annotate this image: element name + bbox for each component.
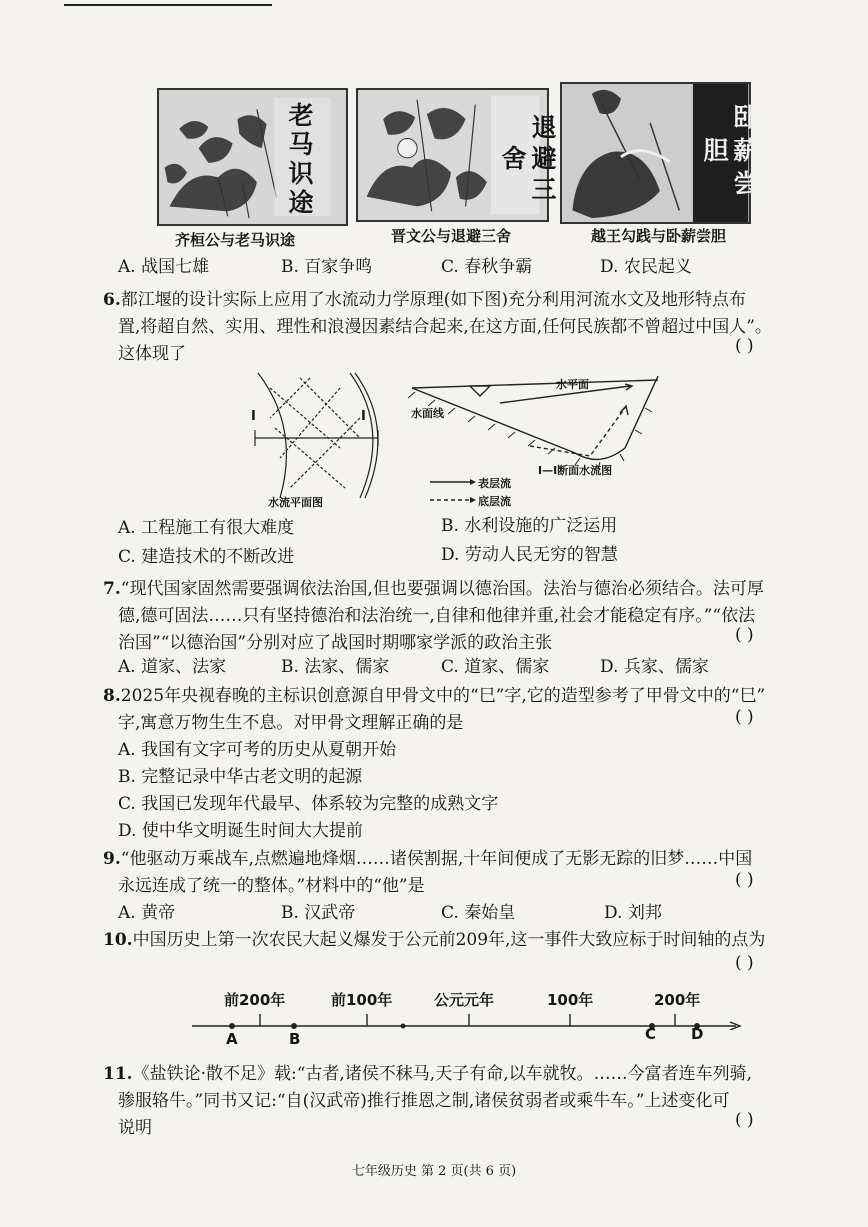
q10-line-1 xyxy=(103,928,765,952)
timeline-tick-label-1ad: 公元元年 xyxy=(434,991,495,1009)
image-title-goujian-vertical: 卧薪尝胆 xyxy=(700,103,759,203)
q7-option-a: A. 道家、法家 xyxy=(118,657,227,677)
diagram-water-line-label: 水面线 xyxy=(411,407,444,420)
timeline-point-label-a: A xyxy=(226,1030,238,1048)
q7-line-1 xyxy=(103,577,764,601)
q8-number: 8. xyxy=(103,686,121,706)
q7-option-d: D. 兵家、儒家 xyxy=(600,657,709,677)
q6-option-d: D. 劳动人民无穷的智慧 xyxy=(441,545,618,565)
q8-line-1 xyxy=(103,684,765,708)
diagram-section-label: Ⅰ—Ⅰ断面水流图 xyxy=(538,464,613,477)
q5-option-b: B. 百家争鸣 xyxy=(281,257,373,277)
q8-option-a: A. 我国有文字可考的历史从夏朝开始 xyxy=(118,740,397,760)
q6-option-c: C. 建造技术的不断改进 xyxy=(118,547,295,567)
q9-option-c: C. 秦始皇 xyxy=(441,903,516,923)
q6-text-1: 都江堰的设计实际上应用了水流动力学原理(如下图)充分利用河流水文及地形特点布 xyxy=(120,290,747,310)
q9-answer-paren[interactable]: ( ) xyxy=(735,870,754,890)
image-title-retreat-vertical: 退避三舍 xyxy=(498,113,557,207)
timeline-point-label-c: C xyxy=(645,1025,657,1043)
q11-line-2: 骖服辂牛。”同书又记:“自(汉武帝)推行推恩之制,诸侯贫弱者或乘牛车。”上述变化可 xyxy=(118,1091,730,1111)
q10-number: 10. xyxy=(103,930,133,950)
image-old-horse xyxy=(157,88,348,226)
q7-answer-paren[interactable]: ( ) xyxy=(735,625,754,645)
image-caption-retreat: 晋文公与退避三舍 xyxy=(391,227,512,245)
q7-option-c: C. 道家、儒家 xyxy=(441,657,550,677)
diagram-legend-lines xyxy=(430,476,480,506)
q11-number: 11. xyxy=(103,1064,133,1084)
q7-text-1: “现代国家固然需要强调依法治国,但也要强调以德治国。法治与德治必须结合。法可厚 xyxy=(120,579,764,599)
q9-line-1 xyxy=(103,847,752,871)
q6-line-1 xyxy=(103,288,746,312)
q6-option-b: B. 水利设施的广泛运用 xyxy=(441,516,618,536)
section-view xyxy=(408,376,658,469)
diagram-plan-label: 水流平面图 xyxy=(268,496,323,509)
timeline-point-a xyxy=(229,1023,235,1029)
image-caption-old-horse: 齐桓公与老马识途 xyxy=(175,231,296,249)
q8-answer-paren[interactable]: ( ) xyxy=(735,707,754,727)
q8-line-2: 字,寓意万物生生不息。对甲骨文理解正确的是 xyxy=(118,713,464,733)
q10-text-1: 中国历史上第一次农民大起义爆发于公元前209年,这一事件大致应标于时间轴的点为 xyxy=(132,930,766,950)
q6-line-3: 这体现了 xyxy=(118,344,186,364)
q5-option-c: C. 春秋争霸 xyxy=(441,257,533,277)
q7-option-b: B. 法家、儒家 xyxy=(281,657,390,677)
timeline-point-label-b: B xyxy=(289,1030,301,1048)
q6-line-2: 置,将超自然、实用、理性和浪漫因素结合起来,在这方面,任何民族都不曾超过中国人”。 xyxy=(118,317,772,337)
q11-answer-paren[interactable]: ( ) xyxy=(735,1110,754,1130)
q5-option-d: D. 农民起义 xyxy=(600,257,692,277)
q7-line-3: 治国”“以德治国”分别对应了战国时期哪家学派的政治主张 xyxy=(118,633,553,653)
image-caption-goujian: 越王勾践与卧薪尝胆 xyxy=(591,227,727,245)
diagram-water-level-label: 水平面 xyxy=(556,378,589,391)
timeline-axis xyxy=(190,1010,750,1030)
diagram-marker-left: Ⅰ xyxy=(251,409,256,424)
q7-line-2: 德,德可固法……只有坚持德治和法治统一,自律和他律并重,社会才能稳定有序。”“依法 xyxy=(118,606,756,626)
q11-line-1 xyxy=(103,1062,752,1086)
page-footer: 七年级历史 第 2 页(共 6 页) xyxy=(351,1164,517,1179)
image-old-horse-illustration xyxy=(159,90,346,224)
diagram-legend-surface: 表层流 xyxy=(478,477,511,490)
diagram-marker-right: Ⅰ xyxy=(361,409,366,424)
plan-view xyxy=(255,373,378,498)
q9-number: 9. xyxy=(103,849,121,869)
q8-option-b: B. 完整记录中华古老文明的起源 xyxy=(118,767,363,787)
q6-option-a: A. 工程施工有很大难度 xyxy=(118,518,295,538)
q10-answer-paren[interactable]: ( ) xyxy=(735,953,754,973)
image-title-old-horse-vertical: 老马识途 xyxy=(285,102,314,218)
q8-option-c: C. 我国已发现年代最早、体系较为完整的成熟文字 xyxy=(118,794,499,814)
q8-text-1: 2025年央视春晚的主标识创意源自甲骨文中的“巳”字,它的造型参考了甲骨文中的“巳” xyxy=(120,686,766,706)
q6-number: 6. xyxy=(103,290,121,310)
timeline-point-b xyxy=(291,1023,297,1029)
top-rule xyxy=(64,4,272,6)
timeline-point-label-d: D xyxy=(691,1025,704,1043)
q9-text-1: “他驱动万乘战车,点燃遍地烽烟……诸侯割据,十年间便成了无影无踪的旧梦……中国 xyxy=(120,849,753,869)
timeline-tick-label-100bc: 前100年 xyxy=(331,991,393,1009)
q9-option-d: D. 刘邦 xyxy=(604,903,662,923)
timeline-tick-label-200bc: 前200年 xyxy=(224,991,286,1009)
q7-number: 7. xyxy=(103,579,121,599)
q6-answer-paren[interactable]: ( ) xyxy=(735,336,754,356)
timeline-tick-label-100ad: 100年 xyxy=(547,991,594,1009)
q11-line-3: 说明 xyxy=(118,1118,152,1138)
q5-option-a: A. 战国七雄 xyxy=(118,257,210,277)
timeline-tick-label-200ad: 200年 xyxy=(654,991,701,1009)
diagram-legend-bottom: 底层流 xyxy=(478,495,511,508)
q9-option-a: A. 黄帝 xyxy=(118,903,176,923)
q11-text-1: 《盐铁论·散不足》载:“古者,诸侯不秣马,天子有命,以车就牧。……今富者连车列骑, xyxy=(132,1064,753,1084)
q8-option-d: D. 使中华文明诞生时间大大提前 xyxy=(118,821,363,841)
q9-line-2: 永远连成了统一的整体。”材料中的“他”是 xyxy=(118,876,425,896)
q9-option-b: B. 汉武帝 xyxy=(281,903,356,923)
